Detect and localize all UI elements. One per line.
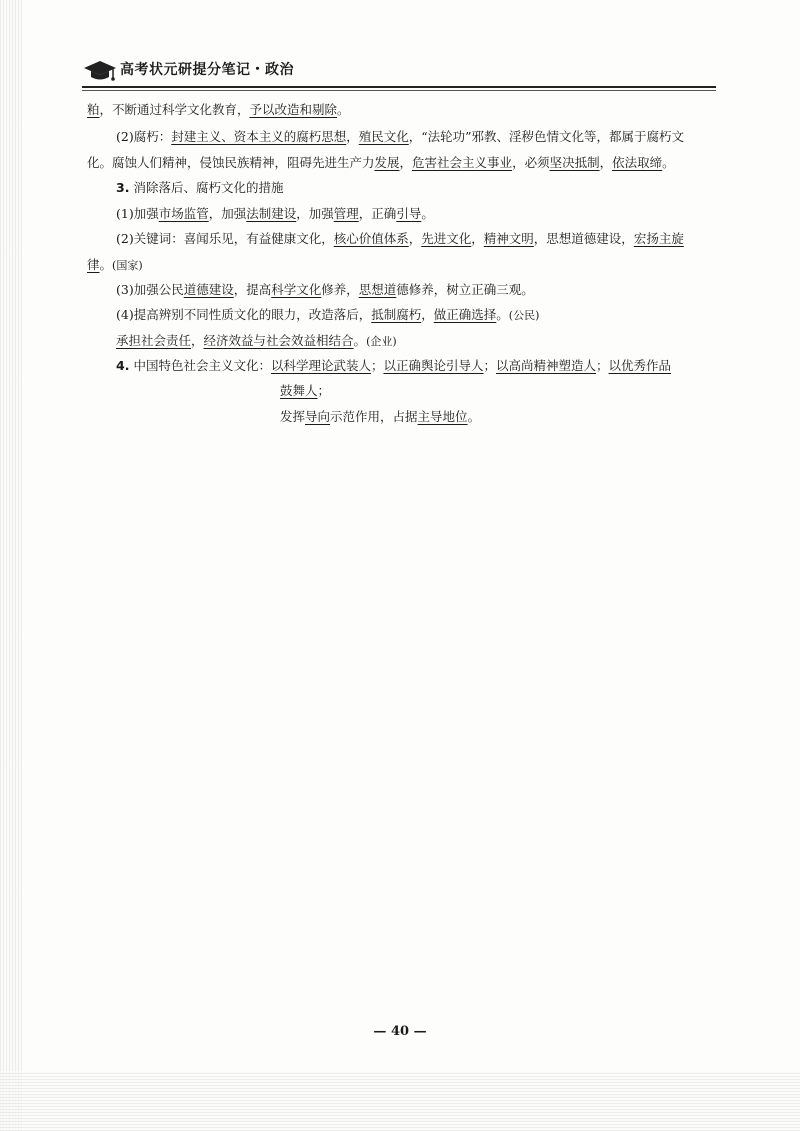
text-segment: ，提高 bbox=[233, 282, 272, 297]
section-title: 消除落后、腐朽文化的措施 bbox=[133, 180, 284, 195]
section-number: 4. bbox=[116, 358, 130, 373]
underlined-term: 发展 bbox=[374, 155, 400, 170]
header-divider-thin bbox=[82, 90, 716, 91]
text-segment: 。 bbox=[337, 102, 350, 117]
text-segment: 。 bbox=[353, 333, 367, 348]
text-line-7 bbox=[87, 256, 143, 275]
underlined-term: 法制建设 bbox=[246, 206, 297, 221]
text-segment: ； bbox=[370, 358, 384, 373]
text-segment: 德修养，树立正确三观。 bbox=[396, 282, 534, 297]
text-segment: ， bbox=[399, 155, 413, 170]
underlined-term: 鼓舞人 bbox=[280, 383, 318, 398]
underlined-term: 粕 bbox=[87, 102, 100, 117]
underlined-term: 经济效益与社会效益相结合 bbox=[203, 333, 354, 348]
underlined-term: 管理 bbox=[333, 206, 359, 221]
subject-note: (公民) bbox=[508, 309, 540, 322]
text-segment: (1)加强 bbox=[116, 206, 159, 221]
underlined-term: 予以改造和剔除 bbox=[249, 102, 338, 117]
underlined-term: 承担社会责任 bbox=[116, 333, 192, 348]
text-line-6 bbox=[116, 230, 684, 248]
underlined-term: 以正确舆论引导人 bbox=[383, 358, 484, 373]
section-heading-3 bbox=[116, 179, 283, 197]
text-segment: ， bbox=[421, 307, 434, 322]
text-line-13 bbox=[280, 408, 480, 426]
text-line-2 bbox=[116, 128, 684, 146]
text-segment: (3)加强公民 bbox=[116, 282, 184, 297]
underlined-term: 科学文化 bbox=[271, 282, 322, 297]
text-segment: ，加强 bbox=[296, 206, 334, 221]
underlined-term: 律 bbox=[87, 257, 100, 272]
text-segment: 。 bbox=[99, 257, 113, 272]
scan-edge bbox=[0, 0, 22, 1131]
text-segment: ，加强 bbox=[208, 206, 247, 221]
header-title: 高考状元研提分笔记・政治 bbox=[120, 62, 294, 78]
text-segment: ； bbox=[596, 358, 609, 373]
text-segment: ， bbox=[599, 155, 613, 170]
text-segment: ， bbox=[471, 231, 484, 246]
section-heading-4 bbox=[116, 357, 671, 375]
underlined-term: 危害社会主义事业 bbox=[412, 155, 513, 170]
scan-edge-bottom bbox=[0, 1071, 800, 1131]
underlined-term: 抵制腐朽 bbox=[371, 307, 422, 322]
text-line-1 bbox=[87, 101, 350, 119]
underlined-term: 导向 bbox=[305, 409, 331, 424]
text-segment: ，思想道德建设， bbox=[533, 231, 634, 246]
text-segment: 化。腐蚀人们精神，侵蚀民族精神，阻碍先进生产力 bbox=[87, 155, 375, 170]
underlined-term: 宏扬主旋 bbox=[633, 231, 684, 246]
item-label: (2)腐朽： bbox=[116, 129, 172, 144]
underlined-term: 坚决抵制 bbox=[549, 155, 600, 170]
underlined-term: 以优秀作品 bbox=[608, 358, 672, 373]
underlined-term: 精神文明 bbox=[483, 231, 534, 246]
underlined-term: 以高尚精神塑造人 bbox=[496, 358, 597, 373]
text-line-5 bbox=[116, 205, 434, 223]
text-segment: 。 bbox=[496, 307, 509, 322]
text-line-8 bbox=[116, 281, 534, 299]
subject-note: (国家) bbox=[112, 259, 143, 272]
underlined-term: 市场监管 bbox=[158, 206, 209, 221]
text-segment: ，“法轮功”邪教、淫秽色情文化等，都属于腐朽文 bbox=[408, 129, 685, 144]
text-segment: 。 bbox=[421, 206, 434, 221]
page-number: — 40 — bbox=[373, 1024, 427, 1039]
header-divider bbox=[82, 86, 716, 88]
underlined-term: 思想道 bbox=[358, 282, 397, 297]
underlined-term: 以科学理论武装人 bbox=[270, 358, 371, 373]
text-line-10 bbox=[116, 332, 397, 351]
underlined-term: 引导 bbox=[396, 206, 422, 221]
text-line-12 bbox=[280, 382, 330, 400]
underlined-term: 核心价值体系 bbox=[333, 231, 409, 246]
text-segment: 。 bbox=[662, 155, 675, 170]
underlined-term: 殖民文化 bbox=[358, 129, 409, 144]
subject-note: (企业) bbox=[366, 335, 397, 348]
underlined-term: 主导地位 bbox=[417, 409, 468, 424]
text-segment: ， bbox=[408, 231, 422, 246]
text-segment: 修养， bbox=[321, 282, 359, 297]
text-segment: ，必须 bbox=[512, 155, 550, 170]
text-line-9 bbox=[116, 306, 539, 325]
text-segment: ； bbox=[317, 383, 331, 398]
text-segment: ，正确 bbox=[358, 206, 397, 221]
text-segment: (4)提高辨别不同性质文化的眼力，改造落后， bbox=[116, 307, 372, 322]
underlined-term: 封建主义、资本主义的腐朽思想 bbox=[171, 129, 347, 144]
text-segment: (2)关键词：喜闻乐见，有益健康文化， bbox=[116, 231, 334, 246]
text-segment: ， bbox=[191, 333, 204, 348]
underlined-term: 道德建设 bbox=[183, 282, 234, 297]
page-header bbox=[82, 54, 717, 84]
section-title: 中国特色社会主义文化： bbox=[133, 358, 271, 373]
section-number: 3. bbox=[116, 180, 130, 195]
graduation-cap-icon bbox=[82, 56, 118, 82]
text-segment: 示范作用，占据 bbox=[330, 409, 418, 424]
text-segment: ， bbox=[346, 129, 359, 144]
text-segment: 。 bbox=[467, 409, 481, 424]
text-segment: ； bbox=[483, 358, 497, 373]
text-segment: ，不断通过科学文化教育， bbox=[99, 102, 250, 117]
underlined-term: 做正确选择 bbox=[433, 307, 497, 322]
underlined-term: 依法取缔 bbox=[612, 155, 663, 170]
text-line-3 bbox=[87, 154, 675, 172]
underlined-term: 先进文化 bbox=[421, 231, 472, 246]
text-segment: 发挥 bbox=[280, 409, 306, 424]
